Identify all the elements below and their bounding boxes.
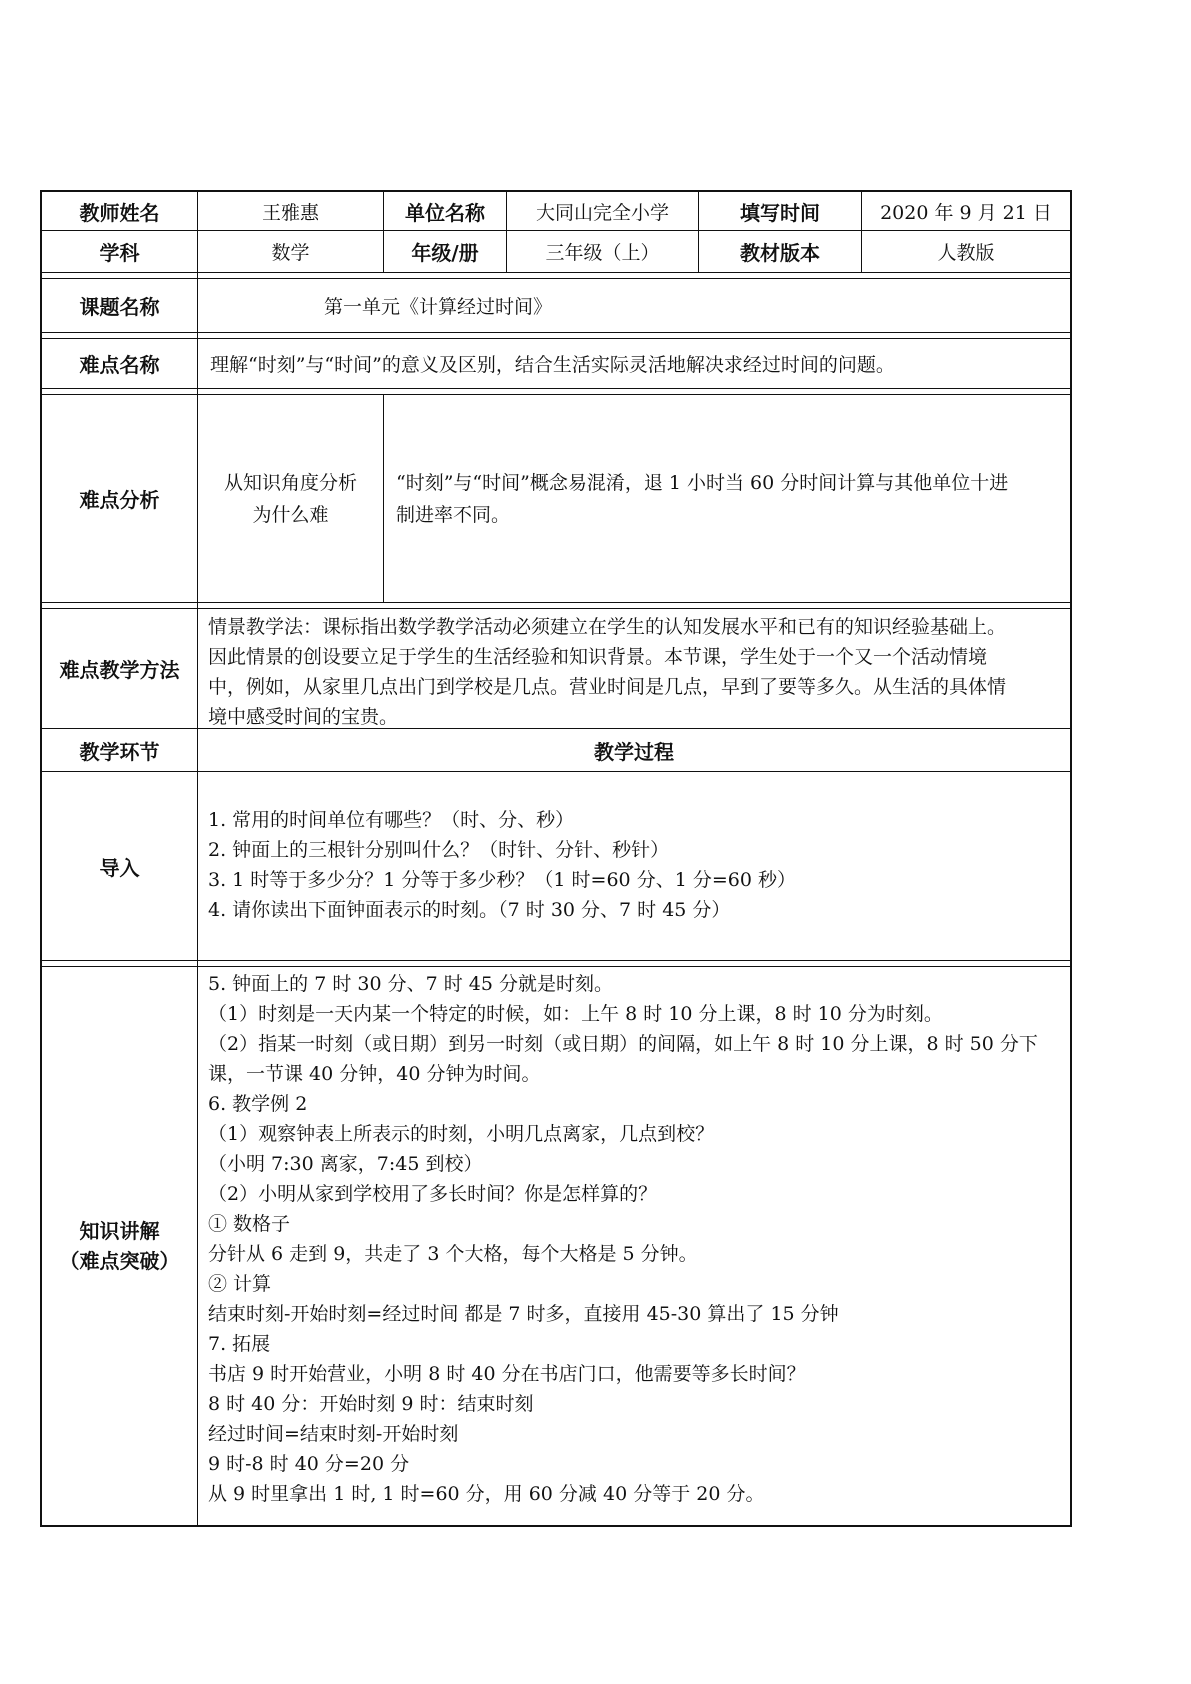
row-divider: [40, 272, 1072, 273]
edition-value: 人教版: [937, 242, 995, 264]
knowledge-line: 结束时刻-开始时刻=经过时间 都是 7 时多，直接用 45-30 算出了 15 分钟: [208, 1303, 839, 1325]
process-title: 教学过程: [594, 739, 674, 764]
intro-line: 4. 请你读出下面钟面表示的时刻。（7 时 30 分、7 时 45 分）: [208, 899, 731, 921]
intro-line: 3. 1 时等于多少分？1 分等于多少秒？（1 时=60 分、1 分=60 秒）: [208, 869, 796, 891]
analysis-value: [384, 395, 1070, 602]
grade-label: 年级/册: [411, 241, 479, 265]
row-divider: [40, 960, 1072, 961]
knowledge-text: [208, 969, 1068, 1509]
knowledge-line: （小明 7:30 离家，7:45 到校）: [208, 1153, 483, 1175]
analysis-value-line2: 制进率不同。: [396, 503, 511, 526]
analysis-label: 难点分析: [79, 488, 160, 512]
row-divider: [40, 332, 1072, 333]
knowledge-line: 分针从 6 走到 9，共走了 3 个大格，每个大格是 5 分钟。: [208, 1243, 698, 1265]
fill-date-value: 2020 年 9 月 21 日: [880, 201, 1052, 224]
method-text: [208, 612, 1068, 732]
difficulty-label: 难点名称: [79, 353, 160, 377]
row-divider: [40, 602, 1072, 603]
teacher-name-value: 王雅惠: [261, 201, 319, 224]
method-line: 境中感受时间的宝贵。: [208, 706, 399, 728]
knowledge-line: 经过时间=结束时刻-开始时刻: [208, 1423, 459, 1445]
unit-name-value: 大同山完全小学: [535, 201, 669, 224]
knowledge-label: [42, 967, 197, 1525]
intro-text: [208, 805, 1068, 925]
label-column-divider: [197, 190, 198, 1527]
table-border-right: [1070, 190, 1072, 1527]
knowledge-line: 7. 拓展: [208, 1333, 271, 1355]
knowledge-line: 书店 9 时开始营业，小明 8 时 40 分在书店门口，他需要等多长时间？: [208, 1363, 806, 1385]
method-label: 难点教学方法: [59, 658, 180, 682]
intro-line: 2. 钟面上的三根针分别叫什么？（时针、分针、秒针）: [208, 839, 670, 861]
knowledge-line: ① 数格子: [208, 1213, 291, 1235]
subject-value: 数学: [271, 242, 310, 264]
knowledge-line: （1）观察钟表上所表示的时刻，小明几点离家，几点到校？: [208, 1123, 715, 1145]
knowledge-label-line1: 知识讲解: [79, 1219, 160, 1243]
knowledge-label-line2: （难点突破）: [59, 1249, 180, 1273]
table-border-bottom: [40, 1525, 1072, 1527]
edition-label: 教材版本: [740, 241, 820, 265]
knowledge-line: 9 时-8 时 40 分=20 分: [208, 1453, 410, 1475]
intro-label: 导入: [99, 855, 140, 880]
analysis-sub-label-line2: 为什么难: [252, 503, 329, 526]
knowledge-line: 从 9 时里拿出 1 时, 1 时=60 分，用 60 分减 40 分等于 20 分。: [208, 1483, 765, 1505]
unit-name-label: 单位名称: [405, 200, 485, 225]
knowledge-line: ② 计算: [208, 1273, 272, 1295]
teacher-name-label: 教师姓名: [79, 200, 160, 225]
knowledge-line: 5. 钟面上的 7 时 30 分、7 时 45 分就是时刻。: [208, 973, 613, 995]
difficulty-value: 理解“时刻”与“时间”的意义及区别，结合生活实际灵活地解决求经过时间的问题。: [210, 354, 895, 376]
analysis-sub-label: [198, 395, 383, 602]
knowledge-line: （2）小明从家到学校用了多长时间？你是怎样算的？: [208, 1183, 658, 1205]
knowledge-line: 课，一节课 40 分钟，40 分钟为时间。: [208, 1063, 541, 1085]
method-line: 因此情景的创设要立足于学生的生活经验和知识背景。本节课，学生处于一个又一个活动情境: [208, 646, 988, 668]
topic-label: 课题名称: [79, 295, 160, 319]
process-stage-label: 教学环节: [79, 739, 160, 764]
intro-line: 1. 常用的时间单位有哪些？（时、分、秒）: [208, 809, 575, 831]
subject-label: 学科: [99, 241, 140, 265]
knowledge-line: 8 时 40 分：开始时刻 9 时：结束时刻: [208, 1393, 534, 1415]
topic-value: 第一单元《计算经过时间》: [323, 296, 552, 318]
analysis-sub-label-line1: 从知识角度分析: [223, 471, 357, 494]
fill-date-label: 填写时间: [740, 200, 820, 225]
knowledge-line: （1）时刻是一天内某一个特定的时候，如：上午 8 时 10 分上课，8 时 10 分为时刻。: [208, 1003, 943, 1025]
grade-value: 三年级（上）: [545, 242, 660, 264]
method-line: 情景教学法：课标指出数学教学活动必须建立在学生的认知发展水平和已有的知识经验基础上。: [208, 616, 1007, 638]
knowledge-line: （2）指某一时刻（或日期）到另一时刻（或日期）的间隔，如上午 8 时 10 分上课，8 时 50 分下: [208, 1033, 1038, 1055]
knowledge-line: 6. 教学例 2: [208, 1093, 308, 1115]
row-divider: [40, 388, 1072, 389]
analysis-value-line1: “时刻”与“时间”概念易混淆，退 1 小时当 60 分时间计算与其他单位十进: [396, 471, 1009, 494]
method-line: 中，例如，从家里几点出门到学校是几点。营业时间是几点，早到了要等多久。从生活的具体情: [208, 676, 1007, 698]
